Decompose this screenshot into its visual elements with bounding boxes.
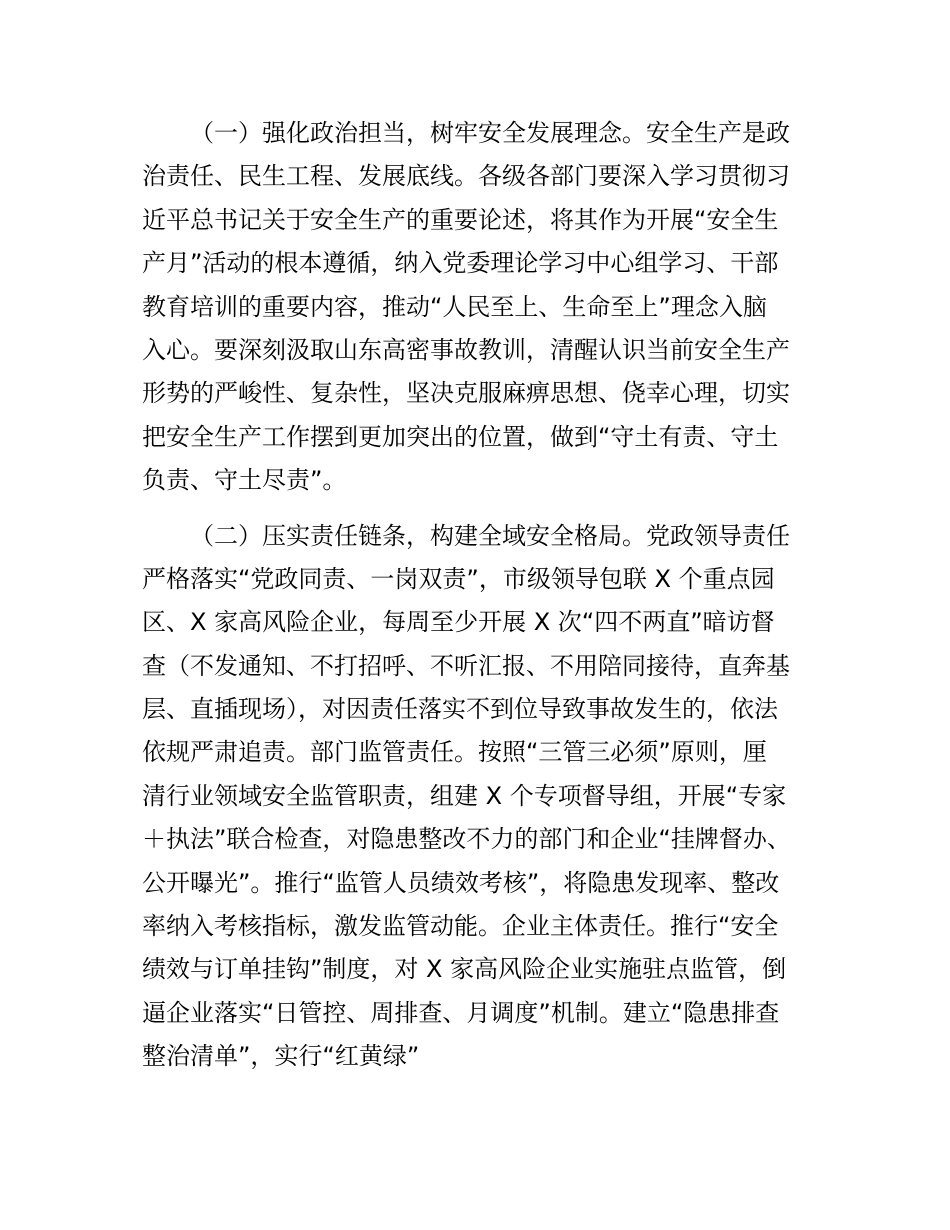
- text-line: 产月”活动的根本遵循，纳入党委理论学习中心组学习、干部: [142, 249, 779, 278]
- text-line: 把安全生产工作摆到更加突出的位置，做到“守土有责、守土: [142, 422, 779, 451]
- text-line: 整治清单”，实行“红黄绿”: [142, 1042, 420, 1071]
- text-line: （一）强化政治担当，树牢安全发展理念。安全生产是政: [190, 119, 790, 147]
- text-line: 近平总书记关于安全生产的重要论述，将其作为开展“安全生: [142, 205, 779, 234]
- text-line: 入心。要深刻汲取山东高密事故教训，清醒认识当前安全生产: [142, 335, 790, 364]
- text-line: 依规严肃追责。部门监管责任。按照“三管三必须”原则，厘: [142, 738, 767, 767]
- text-line: ＋执法”联合检查，对隐患整改不力的部门和企业“挂牌督办、: [142, 825, 791, 854]
- text-line: 严格落实“党政同责、一岗双责”，市级领导包联 X 个重点园: [142, 564, 775, 593]
- document-body: [142, 112, 812, 1091]
- text-line: 查（不发通知、不打招呼、不听汇报、不用陪同接待，直奔基: [142, 651, 790, 680]
- paragraph-1: [142, 112, 812, 503]
- text-line: 率纳入考核指标，激发监管动能。企业主体责任。推行“安全: [142, 912, 779, 941]
- text-line: 绩效与订单挂钩”制度，对 X 家高风险企业实施驻点监管，倒: [142, 955, 787, 984]
- text-line: 负责、守土尽责”。: [142, 466, 347, 495]
- text-line: 区、X 家高风险企业，每周至少开展 X 次“四不两直”暗访督: [142, 608, 775, 637]
- text-line: 公开曝光”。推行“监管人员绩效考核”，将隐患发现率、整改: [142, 868, 780, 897]
- text-line: 清行业领域安全监管职责，组建 X 个专项督导组，开展“专家: [142, 781, 787, 810]
- text-line: 逼企业落实“日管控、周排查、月调度”机制。建立“隐患排查: [142, 998, 780, 1027]
- text-line: （二）压实责任链条，构建全域安全格局。党政领导责任: [190, 521, 790, 550]
- text-line: 教育培训的重要内容，推动“人民至上、生命至上”理念入脑: [142, 292, 767, 321]
- paragraph-2: [142, 515, 812, 1079]
- text-line: 层、直插现场），对因责任落实不到位导致事故发生的，依法: [142, 695, 778, 724]
- text-line: 治责任、民生工程、发展底线。各级各部门要深入学习贯彻习: [142, 162, 790, 191]
- text-line: 形势的严峻性、复杂性，坚决克服麻痹思想、侥幸心理，切实: [142, 379, 790, 408]
